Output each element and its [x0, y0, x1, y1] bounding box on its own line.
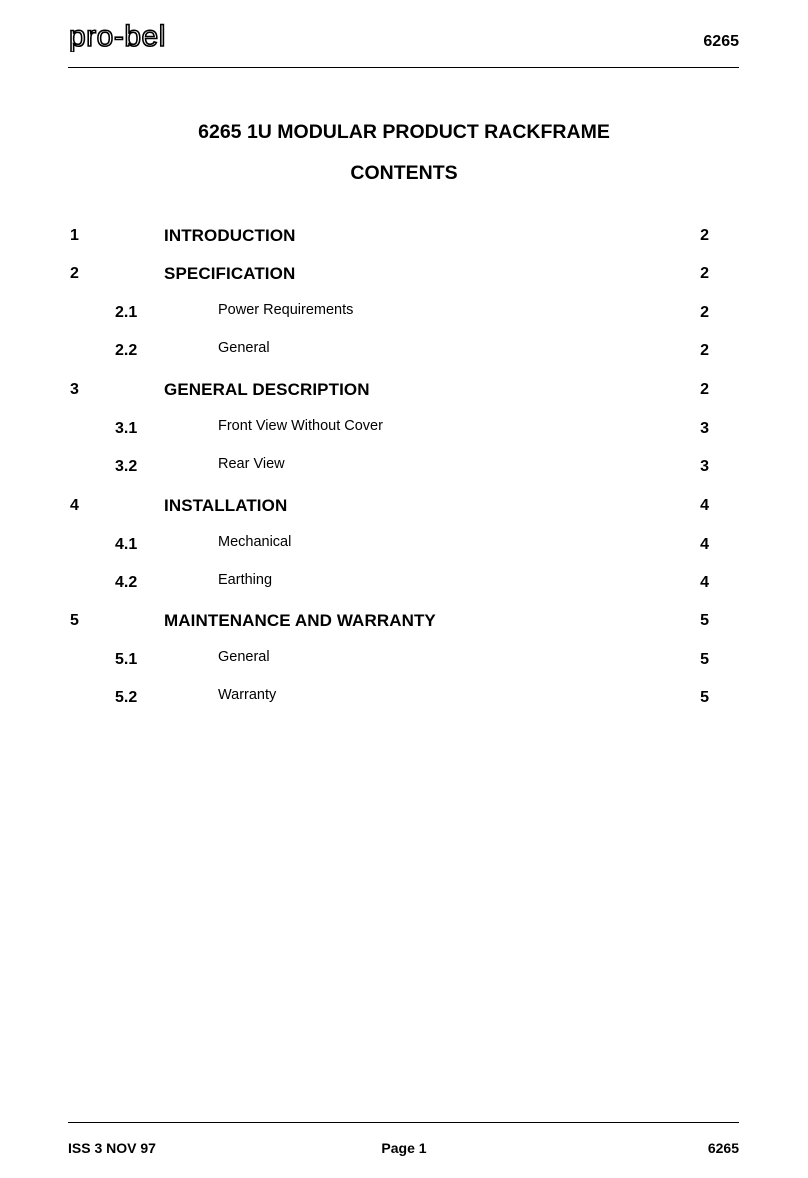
toc-page: 5: [700, 689, 709, 706]
document-title: 6265 1U MODULAR PRODUCT RACKFRAME: [198, 121, 610, 143]
toc-subentry[interactable]: [0, 571, 808, 595]
toc-entry[interactable]: [0, 224, 808, 248]
toc-number: 5.2: [115, 689, 138, 706]
footer-doc-number: 6265: [707, 1140, 739, 1156]
toc-label: General: [218, 649, 270, 665]
toc-entry[interactable]: [0, 494, 808, 518]
toc-page: 2: [700, 381, 709, 398]
logo-wordmark: pro-bel: [69, 22, 166, 52]
toc-page: 2: [700, 304, 709, 321]
footer-page-number: Page 1: [381, 1140, 427, 1156]
toc-subentry[interactable]: [0, 417, 808, 441]
toc-label: SPECIFICATION: [164, 264, 296, 283]
toc-number: 3: [70, 381, 79, 398]
toc-subentry[interactable]: [0, 455, 808, 479]
toc-subentry[interactable]: [0, 648, 808, 672]
toc-number: 5.1: [115, 651, 138, 668]
toc-number: 3.2: [115, 458, 138, 475]
toc-entry[interactable]: [0, 262, 808, 286]
toc-number: 4.2: [115, 574, 138, 591]
toc-page: 4: [700, 536, 709, 553]
toc-label: Mechanical: [218, 534, 292, 550]
toc-entry[interactable]: [0, 609, 808, 633]
footer-issue: ISS 3 NOV 97: [68, 1140, 156, 1156]
toc-page: 4: [700, 497, 709, 514]
header-doc-number: 6265: [703, 33, 739, 50]
toc-label: General: [218, 340, 270, 356]
toc-subentry[interactable]: [0, 301, 808, 325]
toc-label: Power Requirements: [218, 302, 354, 318]
toc-number: 3.1: [115, 420, 138, 437]
toc-label: Warranty: [218, 687, 277, 703]
toc-page: 2: [700, 265, 709, 282]
toc-subentry[interactable]: [0, 533, 808, 557]
toc-label: MAINTENANCE AND WARRANTY: [164, 611, 436, 630]
toc-entry[interactable]: [0, 378, 808, 402]
toc-page: 5: [700, 612, 709, 629]
toc-page: 3: [700, 458, 709, 475]
toc-label: INTRODUCTION: [164, 226, 296, 245]
toc-label: Front View Without Cover: [218, 418, 383, 434]
toc-subentry[interactable]: [0, 339, 808, 363]
toc-number: 2.2: [115, 342, 138, 359]
toc-number: 2.1: [115, 304, 138, 321]
toc-number: 5: [70, 612, 79, 629]
contents-heading: CONTENTS: [350, 162, 458, 184]
toc-page: 2: [700, 342, 709, 359]
toc-label: Earthing: [218, 572, 273, 588]
toc-page: 3: [700, 420, 709, 437]
toc-label: GENERAL DESCRIPTION: [164, 380, 370, 399]
toc-label: INSTALLATION: [164, 496, 288, 515]
toc-page: 4: [700, 574, 709, 591]
toc-number: 4: [70, 497, 79, 514]
toc-number: 2: [70, 265, 79, 282]
toc-label: Rear View: [218, 456, 285, 472]
toc-page: 5: [700, 651, 709, 668]
toc-page: 2: [700, 227, 709, 244]
footer-rule: [68, 1122, 739, 1123]
toc-number: 1: [70, 227, 79, 244]
toc-subentry[interactable]: [0, 686, 808, 710]
toc-number: 4.1: [115, 536, 138, 553]
